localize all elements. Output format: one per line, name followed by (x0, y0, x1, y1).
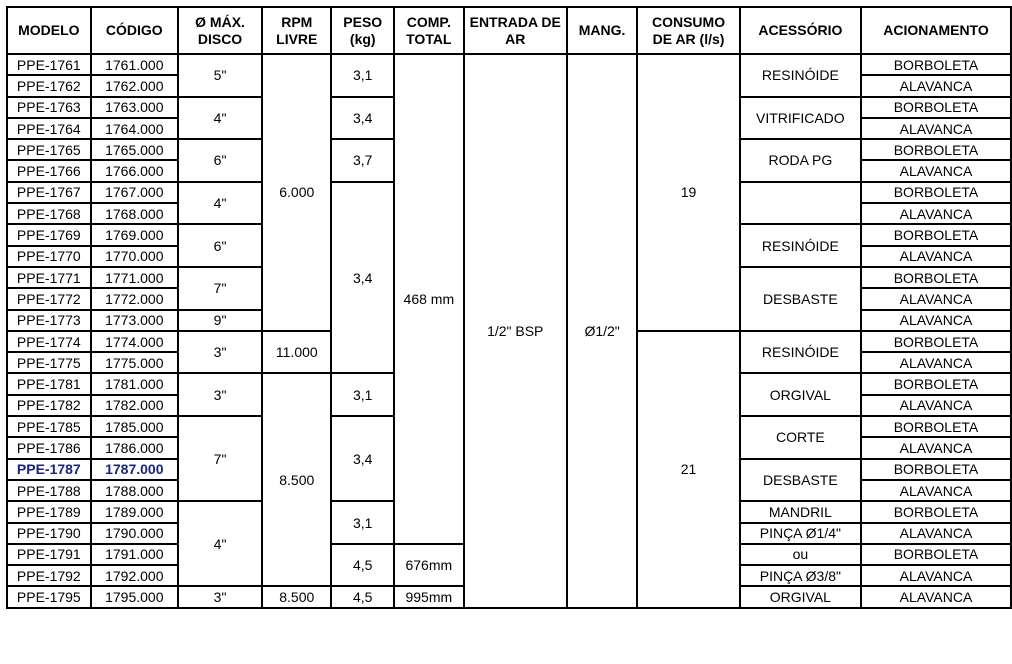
table-row (7, 54, 1011, 75)
acionamento-cell: BORBOLETA (861, 459, 1011, 480)
acionamento-cell: ALAVANCA (861, 246, 1011, 267)
disco-cell: 7" (178, 416, 262, 501)
codigo-cell: 1773.000 (91, 310, 178, 331)
header-disco: Ø MÁX. DISCO (178, 7, 262, 54)
modelo-cell: PPE-1791 (7, 544, 91, 565)
modelo-cell: PPE-1764 (7, 118, 91, 139)
acessorio-cell: RESINÓIDE (740, 331, 861, 374)
acessorio-cell: DESBASTE (740, 267, 861, 331)
disco-cell: 4" (178, 501, 262, 586)
peso-cell: 3,1 (331, 373, 394, 416)
acionamento-cell: ALAVANCA (861, 565, 1011, 586)
acessorio-cell: DESBASTE (740, 459, 861, 502)
header-mang: MANG. (567, 7, 638, 54)
acionamento-cell: ALAVANCA (861, 437, 1011, 458)
peso-cell: 4,5 (331, 586, 394, 607)
header-row (7, 7, 1011, 54)
consumo-cell: 21 (637, 331, 739, 608)
acionamento-cell: ALAVANCA (861, 75, 1011, 96)
modelo-cell: PPE-1767 (7, 182, 91, 203)
acionamento-cell: BORBOLETA (861, 54, 1011, 75)
disco-cell: 9" (178, 310, 262, 331)
disco-cell: 5" (178, 54, 262, 97)
codigo-cell: 1785.000 (91, 416, 178, 437)
acionamento-cell: BORBOLETA (861, 331, 1011, 352)
acionamento-cell: ALAVANCA (861, 395, 1011, 416)
codigo-cell: 1781.000 (91, 373, 178, 394)
acionamento-cell: ALAVANCA (861, 480, 1011, 501)
modelo-cell: PPE-1788 (7, 480, 91, 501)
disco-cell: 6" (178, 139, 262, 182)
disco-cell: 3" (178, 373, 262, 416)
disco-cell: 6" (178, 224, 262, 267)
codigo-cell: 1788.000 (91, 480, 178, 501)
header-codigo: CÓDIGO (91, 7, 178, 54)
acessorio-cell: RODA PG (740, 139, 861, 182)
disco-cell: 7" (178, 267, 262, 310)
header-acionamento: ACIONAMENTO (861, 7, 1011, 54)
acessorio-cell: CORTE (740, 416, 861, 459)
codigo-cell: 1768.000 (91, 203, 178, 224)
modelo-cell: PPE-1786 (7, 437, 91, 458)
mang-cell: Ø1/2" (567, 54, 638, 608)
acionamento-cell: ALAVANCA (861, 160, 1011, 181)
header-acessorio: ACESSÓRIO (740, 7, 861, 54)
modelo-cell: PPE-1790 (7, 523, 91, 544)
peso-cell: 3,4 (331, 97, 394, 140)
acessorio-cell: ORGIVAL (740, 373, 861, 416)
disco-cell: 4" (178, 182, 262, 225)
acessorio-cell: PINÇA Ø1/4" (740, 523, 861, 544)
acessorio-cell: ou (740, 544, 861, 565)
codigo-cell: 1795.000 (91, 586, 178, 607)
spec-table (6, 6, 1012, 609)
acionamento-cell: ALAVANCA (861, 203, 1011, 224)
codigo-cell: 1766.000 (91, 160, 178, 181)
codigo-cell: 1761.000 (91, 54, 178, 75)
header-rpm: RPM LIVRE (262, 7, 331, 54)
modelo-cell: PPE-1781 (7, 373, 91, 394)
modelo-cell: PPE-1770 (7, 246, 91, 267)
rpm-cell: 11.000 (262, 331, 331, 374)
acionamento-cell: BORBOLETA (861, 267, 1011, 288)
acionamento-cell: BORBOLETA (861, 416, 1011, 437)
modelo-cell: PPE-1761 (7, 54, 91, 75)
modelo-cell: PPE-1763 (7, 97, 91, 118)
codigo-cell: 1790.000 (91, 523, 178, 544)
modelo-cell: PPE-1772 (7, 288, 91, 309)
peso-cell: 3,4 (331, 416, 394, 501)
codigo-cell: 1772.000 (91, 288, 178, 309)
modelo-cell: PPE-1787 (7, 459, 91, 480)
modelo-cell: PPE-1785 (7, 416, 91, 437)
codigo-cell: 1774.000 (91, 331, 178, 352)
acessorio-cell (740, 182, 861, 225)
header-peso: PESO (kg) (331, 7, 394, 54)
acionamento-cell: ALAVANCA (861, 118, 1011, 139)
codigo-cell: 1787.000 (91, 459, 178, 480)
acionamento-cell: BORBOLETA (861, 501, 1011, 522)
acessorio-cell: PINÇA Ø3/8" (740, 565, 861, 586)
codigo-cell: 1791.000 (91, 544, 178, 565)
acionamento-cell: BORBOLETA (861, 97, 1011, 118)
header-entrada: ENTRADA DE AR (464, 7, 567, 54)
modelo-cell: PPE-1766 (7, 160, 91, 181)
header-modelo: MODELO (7, 7, 91, 54)
comp-cell: 468 mm (394, 54, 464, 544)
peso-cell: 3,1 (331, 501, 394, 544)
codigo-cell: 1763.000 (91, 97, 178, 118)
acessorio-cell: MANDRIL (740, 501, 861, 522)
peso-cell: 3,4 (331, 182, 394, 374)
codigo-cell: 1762.000 (91, 75, 178, 96)
disco-cell: 3" (178, 331, 262, 374)
header-comp: COMP. TOTAL (394, 7, 464, 54)
acessorio-cell: VITRIFICADO (740, 97, 861, 140)
modelo-cell: PPE-1769 (7, 224, 91, 245)
acionamento-cell: BORBOLETA (861, 373, 1011, 394)
codigo-cell: 1769.000 (91, 224, 178, 245)
codigo-cell: 1792.000 (91, 565, 178, 586)
peso-cell: 3,1 (331, 54, 394, 97)
codigo-cell: 1770.000 (91, 246, 178, 267)
comp-cell: 676mm (394, 544, 464, 587)
codigo-cell: 1765.000 (91, 139, 178, 160)
modelo-cell: PPE-1775 (7, 352, 91, 373)
modelo-cell: PPE-1762 (7, 75, 91, 96)
header-consumo: CONSUMO DE AR (l/s) (637, 7, 739, 54)
modelo-cell: PPE-1765 (7, 139, 91, 160)
acionamento-cell: BORBOLETA (861, 544, 1011, 565)
codigo-cell: 1764.000 (91, 118, 178, 139)
acionamento-cell: ALAVANCA (861, 586, 1011, 607)
codigo-cell: 1789.000 (91, 501, 178, 522)
peso-cell: 4,5 (331, 544, 394, 587)
codigo-cell: 1782.000 (91, 395, 178, 416)
acionamento-cell: BORBOLETA (861, 139, 1011, 160)
modelo-cell: PPE-1795 (7, 586, 91, 607)
modelo-cell: PPE-1771 (7, 267, 91, 288)
entrada-cell: 1/2" BSP (464, 54, 567, 608)
rpm-cell: 6.000 (262, 54, 331, 331)
acionamento-cell: ALAVANCA (861, 352, 1011, 373)
modelo-cell: PPE-1773 (7, 310, 91, 331)
acessorio-cell: ORGIVAL (740, 586, 861, 607)
acionamento-cell: ALAVANCA (861, 288, 1011, 309)
codigo-cell: 1775.000 (91, 352, 178, 373)
acionamento-cell: BORBOLETA (861, 224, 1011, 245)
comp-cell: 995mm (394, 586, 464, 607)
acionamento-cell: BORBOLETA (861, 182, 1011, 203)
modelo-cell: PPE-1774 (7, 331, 91, 352)
modelo-cell: PPE-1789 (7, 501, 91, 522)
acionamento-cell: ALAVANCA (861, 523, 1011, 544)
spec-table-container (6, 6, 1012, 609)
rpm-cell: 8.500 (262, 373, 331, 586)
codigo-cell: 1786.000 (91, 437, 178, 458)
peso-cell: 3,7 (331, 139, 394, 182)
disco-cell: 3" (178, 586, 262, 607)
modelo-cell: PPE-1768 (7, 203, 91, 224)
acessorio-cell: RESINÓIDE (740, 224, 861, 267)
modelo-cell: PPE-1782 (7, 395, 91, 416)
disco-cell: 4" (178, 97, 262, 140)
consumo-cell: 19 (637, 54, 739, 331)
modelo-cell: PPE-1792 (7, 565, 91, 586)
codigo-cell: 1767.000 (91, 182, 178, 203)
acessorio-cell: RESINÓIDE (740, 54, 861, 97)
acionamento-cell: ALAVANCA (861, 310, 1011, 331)
rpm-cell: 8.500 (262, 586, 331, 607)
codigo-cell: 1771.000 (91, 267, 178, 288)
